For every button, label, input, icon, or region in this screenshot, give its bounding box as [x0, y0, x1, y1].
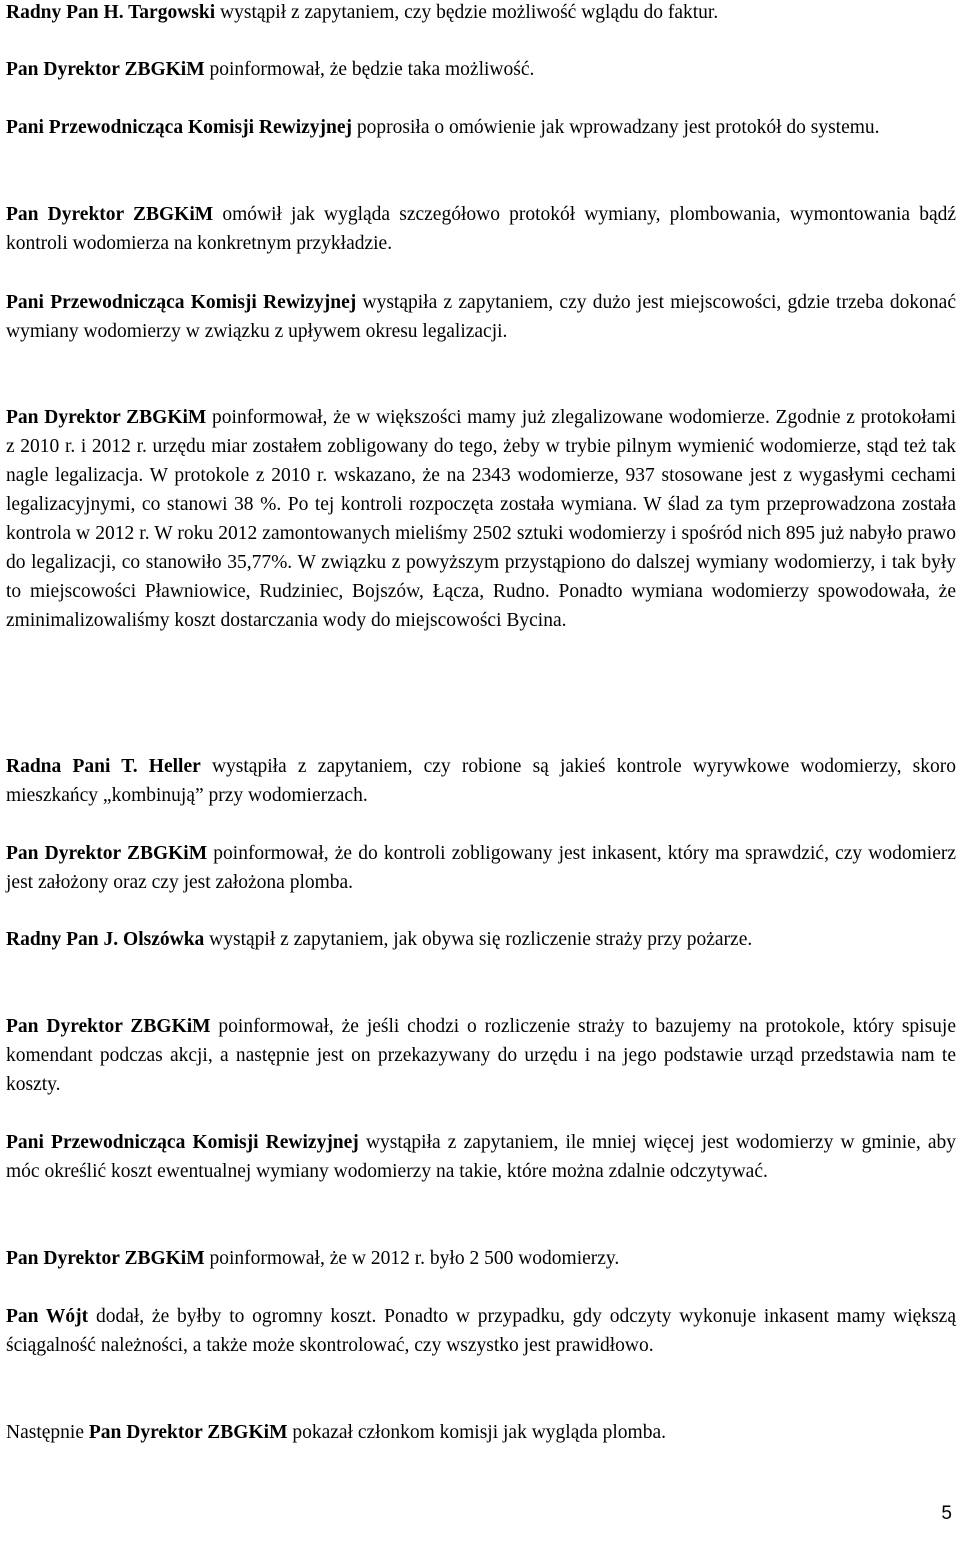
- paragraph-prefix: Następnie: [6, 1422, 89, 1443]
- speaker: Radny Pan J. Olszówka: [6, 929, 205, 950]
- paragraph-text: poinformował, że jeśli chodzi o rozliczenie straży to bazujemy na protokole, który spisuje komendant podczas akcji, a następnie jest on przekazywany do urzędu i na jego podstawie urząd przedstawia nam te koszty.: [6, 1016, 957, 1095]
- paragraph-text: dodał, że byłby to ogromny koszt. Ponadto w przypadku, gdy odczyty wykonuje inkasent mamy większą ściągalność należności, a także może skontrolować, czy wszystko jest prawidłowo.: [6, 1306, 956, 1356]
- speaker: Pan Dyrektor ZBGKiM: [6, 1248, 205, 1269]
- paragraph: [6, 288, 956, 346]
- paragraph-text: poinformował, że będzie taka możliwość.: [204, 59, 535, 80]
- speaker: Pan Dyrektor ZBGKiM: [6, 843, 208, 864]
- speaker: Pan Dyrektor ZBGKiM: [88, 1422, 288, 1443]
- paragraph-text: poinformował, że do kontroli zobligowany jest inkasent, który ma sprawdzić, czy wodomierz jest założony oraz czy jest założona plomba.: [6, 843, 957, 893]
- paragraph: [6, 200, 956, 258]
- paragraph: [6, 1418, 956, 1447]
- page-number: 5: [941, 1503, 952, 1524]
- paragraph-text: poinformował, że w większości mamy już zlegalizowane wodomierze. Zgodnie z protokołami z 2010 r. i 2012 r. urzędu miar zostałem zobligowany do tego, żeby w trybie pilnym wymienić wodomierze, stąd też tak nagle legalizacja. W protokole z 2010 r. wskazano, że na 2343 wodomierze, 937 stosowane jest z wygasłymi cechami legalizacyjnymi, co stanowi 38 %. Po tej kontroli rozpoczęta została wymiana. W ślad za tym przeprowadzona została kontrola w 2012 r. W roku 2012 zamontowanych mieliśmy 2502 sztuki wodomierzy i spośród nich 895 już nabyło prawo do legalizacji, co stanowiło 35,77%. W związku z powyższym przystąpiono do dalszej wymiany wodomierzy, i tak były to miejscowości Pławniowice, Rudziniec, Bojszów, Łącza, Rudno. Ponadto wymiana wodomierzy spowodowała, że zminimalizowaliśmy koszt dostarczania wody do miejscowości Bycina.: [6, 407, 956, 631]
- paragraph: [6, 113, 956, 142]
- speaker: Pan Dyrektor ZBGKiM: [6, 59, 205, 80]
- paragraph: [6, 839, 956, 897]
- paragraph-text: poprosiła o omówienie jak wprowadzany jest protokół do systemu.: [352, 117, 880, 138]
- paragraph-text: wystąpił z zapytaniem, czy będzie możliwość wglądu do faktur.: [215, 2, 719, 23]
- speaker: Pan Dyrektor ZBGKiM: [6, 1016, 211, 1037]
- paragraph-text: wystąpiła z zapytaniem, ile mniej więcej jest wodomierzy w gminie, aby móc określić koszt ewentualnej wymiany wodomierzy na takie, które można zdalnie odczytywać.: [6, 1132, 956, 1182]
- speaker: Pan Dyrektor ZBGKiM: [6, 407, 207, 428]
- paragraph: [6, 925, 956, 954]
- speaker: Pan Wójt: [6, 1306, 89, 1327]
- speaker: Radny Pan H. Targowski: [6, 2, 216, 23]
- paragraph-text: poinformował, że w 2012 r. było 2 500 wodomierzy.: [204, 1248, 620, 1269]
- paragraph: [6, 403, 956, 635]
- speaker: Pani Przewodnicząca Komisji Rewizyjnej: [6, 117, 353, 138]
- paragraph: [6, 1244, 956, 1273]
- speaker: Pani Przewodnicząca Komisji Rewizyjnej: [6, 292, 357, 313]
- paragraph-text: omówił jak wygląda szczegółowo protokół wymiany, plombowania, wymontowania bądź kontroli wodomierza na konkretnym przykładzie.: [6, 204, 957, 254]
- paragraph: [6, 1302, 956, 1360]
- paragraph: [6, 55, 956, 84]
- paragraph: [6, 1128, 956, 1186]
- speaker: Radna Pani T. Heller: [6, 756, 201, 777]
- speaker: Pan Dyrektor ZBGKiM: [6, 204, 214, 225]
- paragraph-text: pokazał członkom komisji jak wygląda plomba.: [287, 1422, 667, 1443]
- paragraph: [6, 752, 956, 810]
- paragraph: [6, 1012, 956, 1099]
- speaker: Pani Przewodnicząca Komisji Rewizyjnej: [6, 1132, 359, 1153]
- paragraph-text: wystąpił z zapytaniem, jak obywa się rozliczenie straży przy pożarze.: [204, 929, 753, 950]
- paragraph: [6, 0, 956, 27]
- paragraph-text: wystąpiła z zapytaniem, czy dużo jest miejscowości, gdzie trzeba dokonać wymiany wodomierzy w związku z upływem okresu legalizacji.: [6, 292, 956, 342]
- paragraph-text: wystąpiła z zapytaniem, czy robione są jakieś kontrole wyrywkowe wodomierzy, skoro mieszkańcy „kombinują” przy wodomierzach.: [6, 756, 956, 806]
